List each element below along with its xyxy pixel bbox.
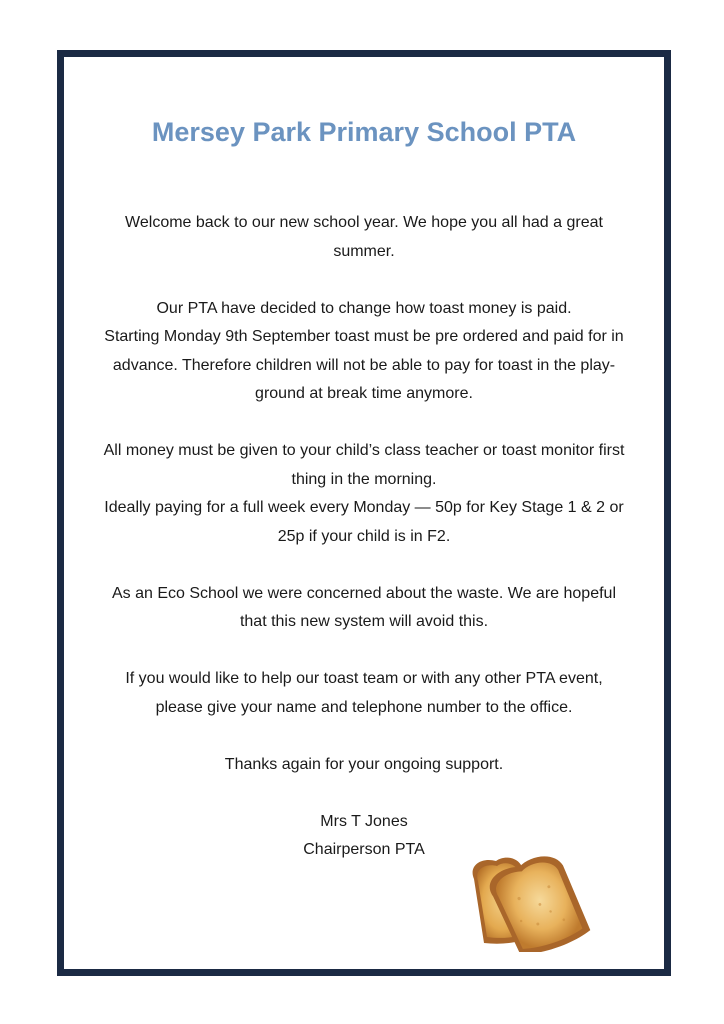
paragraph-toast-change: Our PTA have decided to change how toast money is paid. Starting Monday 9th September toast must be pre ordered and paid for in advance. Therefore children will not be able to pay for toast in the play- ground at break time anymore.: [104, 299, 624, 402]
paragraph-thanks: Thanks again for your ongoing support.: [224, 755, 504, 773]
letter-body: [64, 209, 664, 865]
signature-role: Chairperson PTA: [303, 841, 425, 858]
paragraph-volunteer: If you would like to help our toast team or with any other PTA event, please give your name and telephone number to the office.: [125, 670, 603, 716]
paragraph-payment: All money must be given to your child’s class teacher or toast monitor first thing in the morning. Ideally paying for a full week every Monday — 50p for Key Stage 1 & 2 or 25p if your child is in F2.: [103, 442, 625, 545]
paragraph-eco-school: As an Eco School we were concerned about the waste. We are hopeful that this new system will avoid this.: [111, 584, 616, 630]
page-title: Mersey Park Primary School PTA: [151, 117, 577, 147]
page-border-frame: [57, 50, 671, 976]
paragraph-welcome: Welcome back to our new school year. We hope you all had a great summer.: [125, 214, 603, 260]
signature-name: Mrs T Jones: [320, 812, 408, 830]
toast-icon: [462, 847, 622, 952]
